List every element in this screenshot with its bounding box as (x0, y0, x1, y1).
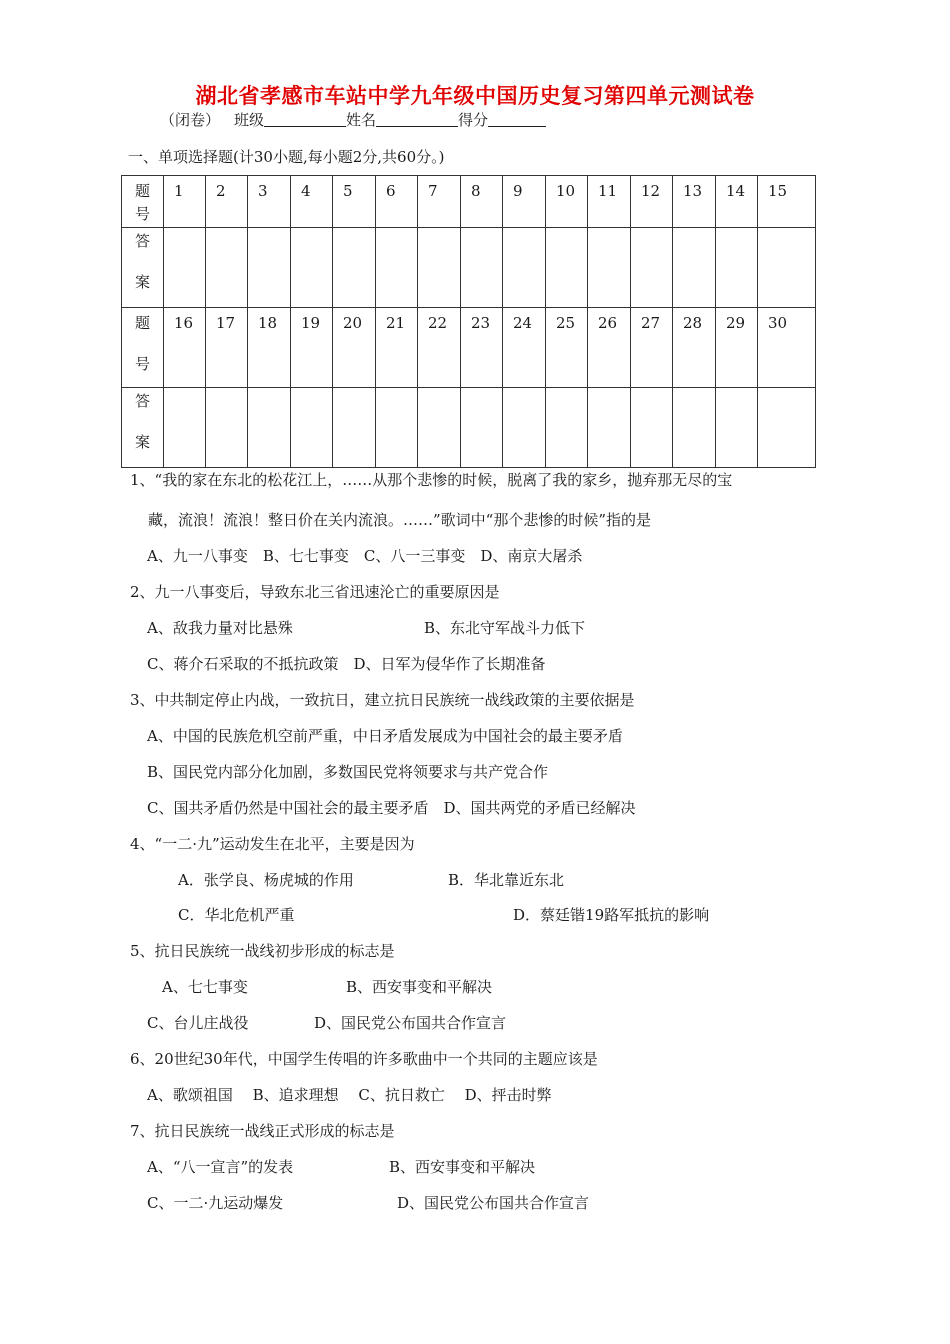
answer-cell[interactable] (461, 228, 503, 308)
student-info-line (160, 109, 546, 130)
question-number-cell: 3 (248, 176, 291, 228)
question-number-cell: 5 (333, 176, 376, 228)
answer-header: 答 案 (122, 228, 164, 308)
question-3-option-a[interactable]: A、中国的民族危机空前严重，中日矛盾发展成为中国社会的最主要矛盾 (147, 727, 623, 745)
answer-cell[interactable] (546, 388, 588, 468)
question-number-cell: 18 (248, 308, 291, 388)
question-number-cell: 8 (461, 176, 503, 228)
class-blank[interactable] (264, 112, 346, 127)
question-number-cell: 16 (164, 308, 206, 388)
answer-cell[interactable] (503, 228, 546, 308)
answer-cell[interactable] (631, 388, 673, 468)
question-number-cell: 9 (503, 176, 546, 228)
question-5-option-b[interactable]: B、西安事变和平解决 (346, 978, 493, 996)
section-heading: 一、单项选择题(计30小题,每小题2分,共60分。) (128, 148, 445, 166)
question-4-stem: 4、“一二·九”运动发生在北平，主要是因为 (130, 835, 415, 853)
answer-cell[interactable] (206, 388, 248, 468)
question-5-option-c[interactable]: C、台儿庄战役 (147, 1014, 249, 1032)
question-number-cell: 20 (333, 308, 376, 388)
answer-cell[interactable] (248, 228, 291, 308)
question-3-option-b[interactable]: B、国民党内部分化加剧，多数国民党将领要求与共产党合作 (147, 763, 549, 781)
question-7-option-c[interactable]: C、一二·九运动爆发 (147, 1194, 284, 1212)
question-5-option-a[interactable]: A、七七事变 (162, 978, 248, 996)
question-number-cell: 1 (164, 176, 206, 228)
question-number-cell: 25 (546, 308, 588, 388)
question-7-option-b[interactable]: B、西安事变和平解决 (389, 1158, 536, 1176)
answer-cell[interactable] (716, 228, 758, 308)
question-number-cell: 13 (673, 176, 716, 228)
question-number-header: 题 号 (122, 176, 164, 228)
score-blank[interactable] (488, 112, 546, 127)
answer-cell[interactable] (333, 388, 376, 468)
question-number-cell: 2 (206, 176, 248, 228)
question-1-stem-cont: 藏，流浪！流浪！整日价在关内流浪。……”歌词中“那个悲惨的时候”指的是 (148, 511, 652, 529)
question-number-cell: 11 (588, 176, 631, 228)
name-label: 姓名 (346, 111, 377, 129)
question-number-cell: 15 (758, 176, 816, 228)
answer-cell[interactable] (461, 388, 503, 468)
name-blank[interactable] (376, 112, 458, 127)
question-number-cell: 29 (716, 308, 758, 388)
question-number-cell: 22 (418, 308, 461, 388)
question-4-option-c[interactable]: C．华北危机严重 (178, 906, 295, 924)
answer-row-2 (122, 388, 816, 468)
question-number-cell: 24 (503, 308, 546, 388)
question-number-cell: 10 (546, 176, 588, 228)
answer-cell[interactable] (588, 228, 631, 308)
answer-header: 答 案 (122, 388, 164, 468)
question-number-cell: 23 (461, 308, 503, 388)
question-5-stem: 5、抗日民族统一战线初步形成的标志是 (130, 942, 395, 960)
answer-cell[interactable] (503, 388, 546, 468)
answer-cell[interactable] (418, 228, 461, 308)
answer-cell[interactable] (758, 388, 816, 468)
question-number-row-2 (122, 308, 816, 388)
question-7-stem: 7、抗日民族统一战线正式形成的标志是 (130, 1122, 395, 1140)
question-1-options: A、九一八事变 B、七七事变 C、八一三事变 D、南京大屠杀 (147, 547, 583, 565)
question-number-cell: 12 (631, 176, 673, 228)
question-2-options-cd[interactable]: C、蒋介石采取的不抵抗政策 D、日军为侵华作了长期准备 (147, 655, 546, 673)
answer-cell[interactable] (376, 388, 418, 468)
answer-row-1 (122, 228, 816, 308)
question-number-cell: 17 (206, 308, 248, 388)
question-4-option-b[interactable]: B．华北靠近东北 (448, 871, 565, 889)
answer-cell[interactable] (418, 388, 461, 468)
answer-cell[interactable] (206, 228, 248, 308)
answer-cell[interactable] (546, 228, 588, 308)
question-7-option-a[interactable]: A、“八一宣言”的发表 (147, 1158, 294, 1176)
answer-cell[interactable] (758, 228, 816, 308)
question-5-option-d[interactable]: D、国民党公布国共合作宣言 (314, 1014, 507, 1032)
closed-book-label: （闭卷） (160, 111, 221, 129)
question-2-option-a[interactable]: A、敌我力量对比悬殊 (147, 619, 293, 637)
answer-table (121, 175, 816, 468)
question-2-stem: 2、九一八事变后，导致东北三省迅速沦亡的重要原因是 (130, 583, 500, 601)
question-4-option-a[interactable]: A．张学良、杨虎城的作用 (178, 871, 354, 889)
answer-cell[interactable] (631, 228, 673, 308)
question-number-cell: 4 (291, 176, 333, 228)
question-1-stem: 1、“我的家在东北的松花江上，……从那个悲惨的时候，脱离了我的家乡，抛弃那无尽的宝 (130, 471, 733, 489)
answer-cell[interactable] (291, 388, 333, 468)
score-label: 得分 (458, 111, 489, 129)
answer-cell[interactable] (588, 388, 631, 468)
question-6-stem: 6、20世纪30年代，中国学生传唱的许多歌曲中一个共同的主题应该是 (130, 1050, 598, 1068)
question-3-stem: 3、中共制定停止内战，一致抗日，建立抗日民族统一战线政策的主要依据是 (130, 691, 635, 709)
question-6-options[interactable]: A、歌颂祖国 B、追求理想 C、抗日救亡 D、抨击时弊 (147, 1086, 552, 1104)
answer-cell[interactable] (333, 228, 376, 308)
question-number-cell: 7 (418, 176, 461, 228)
question-number-cell: 30 (758, 308, 816, 388)
question-number-header: 题 号 (122, 308, 164, 388)
page-title: 湖北省孝感市车站中学九年级中国历史复习第四单元测试卷 (195, 83, 755, 108)
question-number-cell: 6 (376, 176, 418, 228)
answer-cell[interactable] (673, 228, 716, 308)
class-label: 班级 (234, 111, 265, 129)
question-number-cell: 28 (673, 308, 716, 388)
answer-cell[interactable] (716, 388, 758, 468)
answer-cell[interactable] (164, 228, 206, 308)
answer-cell[interactable] (291, 228, 333, 308)
question-number-row-1 (122, 176, 816, 228)
question-7-option-d[interactable]: D、国民党公布国共合作宣言 (397, 1194, 590, 1212)
question-number-cell: 14 (716, 176, 758, 228)
question-number-cell: 19 (291, 308, 333, 388)
answer-cell[interactable] (248, 388, 291, 468)
answer-cell[interactable] (376, 228, 418, 308)
question-2-option-b[interactable]: B、东北守军战斗力低下 (424, 619, 586, 637)
question-3-options-cd[interactable]: C、国共矛盾仍然是中国社会的最主要矛盾 D、国共两党的矛盾已经解决 (147, 799, 636, 817)
question-4-option-d[interactable]: D．蔡廷锴19路军抵抗的影响 (513, 906, 710, 924)
question-number-cell: 26 (588, 308, 631, 388)
question-number-cell: 27 (631, 308, 673, 388)
answer-cell[interactable] (164, 388, 206, 468)
answer-cell[interactable] (673, 388, 716, 468)
question-number-cell: 21 (376, 308, 418, 388)
